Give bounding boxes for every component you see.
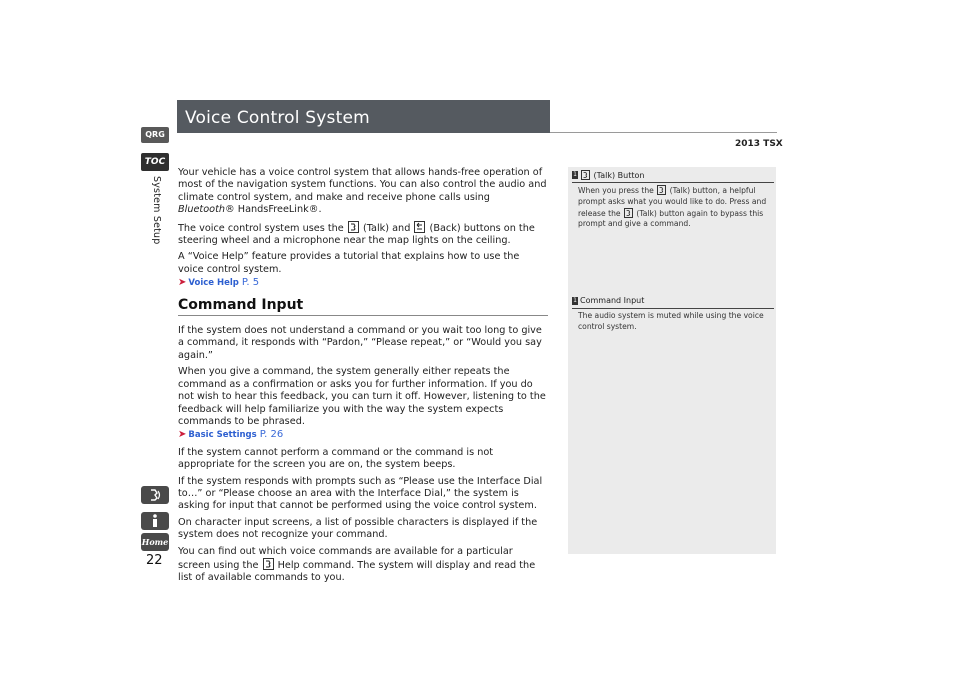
toc-tab[interactable]: TOC [141,153,169,171]
home-button[interactable] [141,533,169,551]
xref-arrow-icon: ➤ [178,429,187,441]
command-paragraph-2: When you give a command, the system generally either repeats the command as a confirmation or asks you for further information. If you do not wish to hear this feedback, you can turn it off. However, listening to the feedback will help familiarize you with the way the system expects commands to be phrased. [178,366,546,427]
command-paragraph-4: If the system responds with prompts such as “Please use the Interface Dial to…” or “Please choose an area with the Interface Dial,” the system is asking for input that cannot be performed using the voice control system. [178,475,543,512]
voice-help-paragraph: A “Voice Help” feature provides a tutorial that explains how to use the voice control system. [178,251,520,275]
note-rule [572,308,774,309]
section-label: System Setup [151,176,162,245]
xref-arrow-icon: ➤ [178,277,187,289]
page-number: 22 [146,553,163,568]
main-content [178,167,548,589]
note-command-title: 1 Command Input [573,296,645,305]
note-talk-title: 1 (Talk) Button [573,170,645,180]
intro-paragraph: Your vehicle has a voice control system that allows hands-free operation of most of the navigation system functions. You can also control the audio and climate control system, and make and receive phone calls using Bluetooth® HandsFreeLink®. [178,167,547,216]
info-icon [150,514,160,528]
note-command-body: The audio system is muted while using the voice control system. [578,311,764,331]
info-button[interactable] [141,512,169,530]
note-rule [572,182,774,183]
command-paragraph-6: You can find out which voice commands are available for a particular screen using the Help command. The system will display and read the list of available commands to you. [178,545,536,584]
notes-sidebar [568,167,776,554]
buttons-paragraph: The voice control system uses the (Talk) and (Back) buttons on the steering wheel and a microphone near the map lights on the ceiling. [178,222,535,247]
talk-icon [657,185,666,195]
page-title: Voice Control System [185,108,370,128]
basic-settings-link[interactable]: ➤ Basic Settings P. 26 [178,429,284,441]
note-talk-body: When you press the (Talk) button, a helpful prompt asks what you would like to do. Press and release the (Talk) button again to bypass this prompt and give a command. [578,186,767,229]
command-paragraph-1: If the system does not understand a command or you wait too long to give a command, it responds with “Pardon,” “Please repeat,” or “Would you say again.” [178,325,542,361]
command-paragraph-5: On character input screens, a list of possible characters is displayed if the system does not recognize your command. [178,516,538,541]
talk-icon [148,488,162,502]
talk-icon [624,208,633,218]
heading-rule [178,315,548,316]
qrg-tab[interactable]: QRG [141,127,169,143]
talk-icon [263,558,274,570]
command-paragraph-3: If the system cannot perform a command or the command is not appropriate for the screen you are on, the system beeps. [178,446,494,471]
home-icon: Home [141,537,169,547]
talk-icon [348,221,359,233]
back-icon [414,221,425,233]
voice-help-link[interactable]: ➤ Voice Help P. 5 [178,277,260,289]
header-rule [550,132,777,133]
command-input-heading: Command Input [178,296,304,313]
talk-icon [581,170,590,180]
model-label: 2013 TSX [735,139,783,149]
voice-help-button[interactable] [141,486,169,504]
